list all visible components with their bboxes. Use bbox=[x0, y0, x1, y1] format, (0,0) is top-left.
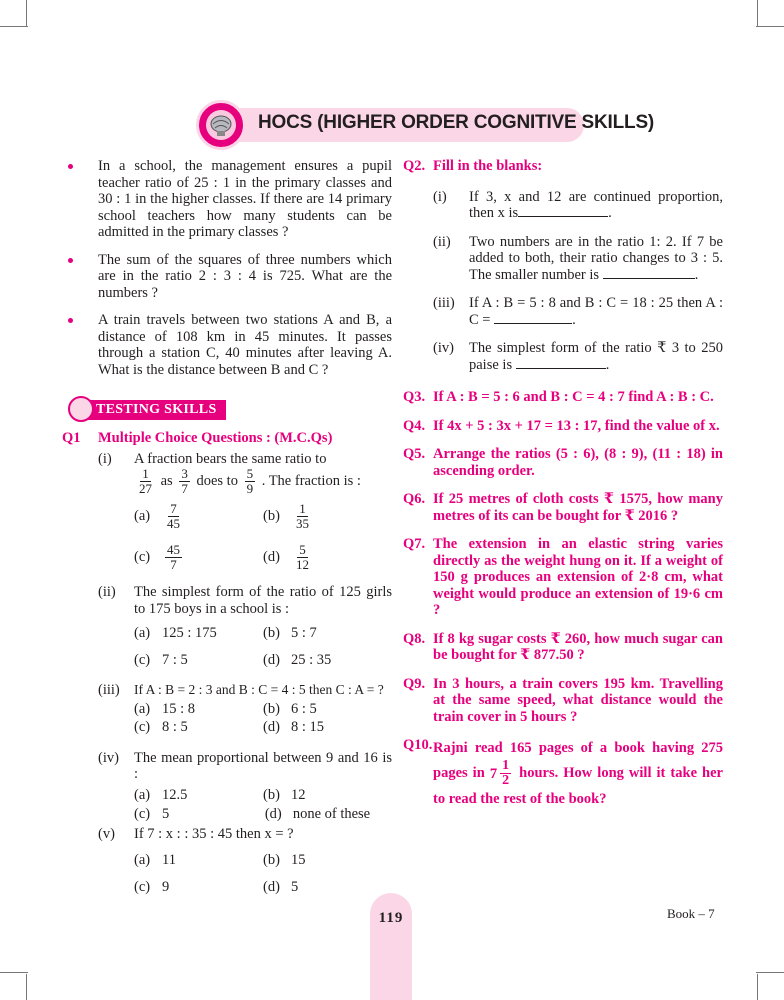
q2-heading bbox=[403, 158, 723, 175]
option-value: 5 bbox=[162, 806, 170, 822]
testing-label: TESTING SKILLS bbox=[96, 402, 217, 417]
sentence-end: . bbox=[572, 311, 576, 328]
fraction bbox=[500, 759, 511, 788]
q10-text-b: hours. How long will it take her to read the rest of the book? bbox=[433, 764, 723, 807]
fraction bbox=[165, 502, 182, 531]
question-text: A fraction bears the same ratio to bbox=[134, 450, 327, 467]
hocs-bullet-text: A train travels between two stations A and B, a distance of 108 km in 45 minutes. It passes through a station C, 40 minutes after leaving A. What is the distance between B and C ? bbox=[98, 312, 392, 378]
option-value: 8 : 5 bbox=[162, 719, 188, 735]
mcq-options bbox=[134, 852, 392, 895]
option-d[interactable] bbox=[265, 806, 392, 823]
mcq-item-iii bbox=[98, 682, 392, 699]
fraction bbox=[245, 467, 256, 496]
option-label: (b) bbox=[263, 700, 280, 717]
fill-blank-text bbox=[469, 234, 723, 284]
option-label: (c) bbox=[134, 878, 151, 895]
option-label: (d) bbox=[264, 806, 282, 822]
option-value: 15 bbox=[291, 852, 306, 868]
question-number: Q4. bbox=[403, 417, 426, 434]
option-label: (b) bbox=[263, 625, 280, 641]
question-text: as bbox=[160, 472, 173, 489]
page-number: 119 bbox=[378, 910, 404, 926]
question-text: If 8 kg sugar costs ₹ 260, how much sugar can be bought for ₹ 877.50 ? bbox=[433, 630, 723, 663]
crop-mark bbox=[757, 0, 758, 26]
sentence-end: . bbox=[608, 205, 612, 221]
question-q3 bbox=[403, 389, 723, 406]
testing-icon bbox=[68, 396, 94, 422]
mcq-item-i bbox=[98, 451, 392, 497]
mcq-question-text: The simplest form of the ratio of 125 girls to 175 boys in a school is : bbox=[134, 584, 392, 617]
option-a[interactable] bbox=[134, 502, 263, 531]
question-q5 bbox=[403, 446, 723, 479]
option-b[interactable] bbox=[263, 502, 392, 531]
option-d[interactable] bbox=[263, 543, 392, 572]
question-q6 bbox=[403, 491, 723, 524]
option-value: 5 bbox=[291, 878, 299, 895]
option-a[interactable] bbox=[134, 787, 263, 804]
roman-numeral: (iii) bbox=[433, 295, 455, 311]
option-row bbox=[134, 806, 392, 823]
fraction-denominator: 2 bbox=[502, 773, 510, 788]
mcq-options bbox=[134, 701, 392, 736]
roman-numeral: (i) bbox=[433, 188, 447, 205]
answer-blank[interactable] bbox=[603, 267, 695, 279]
answer-blank[interactable] bbox=[516, 357, 606, 369]
fraction-denominator: 9 bbox=[246, 481, 254, 496]
question-text: In 3 hours, a train covers 195 km. Travelling at the same speed, what distance would the train cover in 5 hours ? bbox=[433, 675, 723, 725]
option-label: (a) bbox=[134, 508, 151, 525]
fill-blank-text bbox=[469, 295, 723, 328]
option-a[interactable] bbox=[134, 625, 263, 642]
option-c[interactable] bbox=[134, 879, 263, 896]
option-value: 12 bbox=[291, 786, 306, 803]
fraction-denominator: 7 bbox=[170, 557, 177, 572]
answer-blank[interactable] bbox=[518, 205, 608, 217]
q1-heading bbox=[62, 430, 392, 447]
option-label: (d) bbox=[263, 651, 280, 668]
q1-title: Multiple Choice Questions : (M.C.Qs) bbox=[98, 430, 333, 446]
question-q8 bbox=[403, 631, 723, 664]
fraction-numerator: 5 bbox=[246, 466, 254, 481]
option-label: (d) bbox=[263, 719, 280, 735]
mcq-options bbox=[134, 787, 392, 823]
question-text: Arrange the ratios (5 : 6), (8 : 9), (11 : 18) in ascending order. bbox=[433, 446, 723, 479]
option-label: (a) bbox=[134, 786, 151, 803]
bullet-dot-icon bbox=[68, 318, 73, 323]
option-label: (b) bbox=[263, 852, 280, 868]
fraction bbox=[137, 467, 154, 496]
fill-blank-item bbox=[433, 234, 723, 284]
mcq-question-text: If 7 : x : : 35 : 45 then x = ? bbox=[134, 825, 294, 842]
option-value: 5 : 7 bbox=[291, 625, 317, 641]
option-label: (b) bbox=[263, 786, 280, 803]
hocs-bullet bbox=[62, 158, 392, 241]
option-c[interactable] bbox=[134, 652, 263, 669]
fraction-denominator: 35 bbox=[296, 516, 309, 531]
option-b[interactable] bbox=[263, 852, 392, 869]
question-q10 bbox=[403, 737, 723, 810]
crop-mark bbox=[756, 972, 784, 973]
bullet-dot-icon bbox=[68, 164, 73, 169]
hocs-bullet-text: The sum of the squares of three numbers which are in the ratio 2 : 3 : 4 is 725. What are the numbers ? bbox=[98, 251, 392, 301]
question-text: If A : B = 5 : 6 and B : C = 4 : 7 find A : B : C. bbox=[433, 389, 714, 405]
option-row bbox=[134, 652, 392, 669]
fill-blank-item bbox=[433, 295, 723, 328]
mcq-item-ii bbox=[98, 584, 392, 617]
mcq-question-text: If A : B = 2 : 3 and B : C = 4 : 5 then C : A = ? bbox=[134, 682, 384, 697]
option-value: 15 : 8 bbox=[162, 700, 196, 717]
fill-blank-item bbox=[433, 189, 723, 222]
fraction bbox=[294, 502, 311, 531]
right-column bbox=[403, 158, 723, 822]
fraction-numerator: 1 bbox=[502, 758, 510, 773]
option-b[interactable] bbox=[263, 701, 392, 718]
testing-skills-header bbox=[62, 396, 392, 424]
question-q4 bbox=[403, 418, 723, 435]
hocs-bullet bbox=[62, 312, 392, 378]
option-row bbox=[134, 787, 392, 804]
option-b[interactable] bbox=[263, 787, 392, 804]
question-text: If 25 metres of cloth costs ₹ 1575, how many metres of its can be bought for ₹ 2016 ? bbox=[433, 491, 723, 524]
mixed-whole: 7 bbox=[489, 765, 498, 782]
mixed-fraction bbox=[490, 759, 514, 788]
option-label: (b) bbox=[263, 508, 280, 525]
fill-blank-text bbox=[469, 340, 723, 373]
mcq-options bbox=[134, 625, 392, 668]
option-label: (c) bbox=[134, 549, 151, 566]
question-number: Q9. bbox=[403, 675, 426, 692]
sentence-end: . bbox=[694, 266, 699, 283]
option-value: 7 : 5 bbox=[162, 651, 188, 668]
fraction bbox=[179, 467, 190, 496]
crop-mark bbox=[26, 974, 27, 1000]
fraction-numerator: 7 bbox=[170, 501, 177, 516]
option-value: none of these bbox=[292, 806, 371, 822]
q10-text-a: Rajni read 165 pages of a book having 275 pages in bbox=[433, 740, 723, 781]
roman-numeral: (ii) bbox=[433, 233, 451, 250]
mcq-question-text: The mean proportional between 9 and 16 is : bbox=[134, 749, 392, 782]
roman-numeral: (iv) bbox=[433, 340, 454, 356]
mcq-item-v bbox=[98, 826, 392, 843]
mcq-options bbox=[134, 502, 392, 572]
fraction-numerator: 1 bbox=[142, 466, 149, 481]
sentence-end: . bbox=[605, 356, 610, 373]
fraction bbox=[294, 543, 311, 572]
option-row bbox=[134, 502, 392, 531]
option-c[interactable] bbox=[134, 806, 265, 823]
brain-icon bbox=[196, 100, 246, 150]
option-c[interactable] bbox=[134, 719, 263, 736]
fraction-numerator: 45 bbox=[167, 542, 180, 557]
fraction-denominator: 45 bbox=[167, 516, 180, 531]
question-q7 bbox=[403, 536, 723, 619]
option-label: (c) bbox=[134, 651, 151, 668]
fraction-numerator: 5 bbox=[299, 542, 306, 557]
question-number: Q3. bbox=[403, 389, 426, 405]
mcq-question-text bbox=[134, 451, 392, 497]
option-a[interactable] bbox=[134, 852, 263, 869]
option-label: (d) bbox=[263, 878, 280, 895]
question-number: Q8. bbox=[403, 630, 426, 647]
roman-numeral: (iii) bbox=[98, 682, 120, 698]
crop-mark bbox=[26, 0, 27, 26]
option-row bbox=[134, 543, 392, 572]
roman-numeral: (ii) bbox=[98, 584, 116, 600]
brain-icon-glyph bbox=[199, 103, 243, 147]
option-label: (a) bbox=[134, 700, 151, 717]
option-row bbox=[134, 719, 392, 736]
option-d[interactable] bbox=[263, 879, 392, 896]
fill-blank-sentence: Two numbers are in the ratio 1: 2. If 7 be added to both, their ratio changes to 3 : 5. The smaller number is bbox=[469, 233, 723, 283]
option-value: 6 : 5 bbox=[291, 700, 317, 717]
bullet-dot-icon bbox=[68, 258, 73, 263]
roman-numeral: (v) bbox=[98, 825, 115, 842]
fraction bbox=[165, 543, 182, 572]
fraction-denominator: 7 bbox=[181, 481, 188, 496]
crop-mark bbox=[756, 26, 784, 27]
mcq-item-iv bbox=[98, 750, 392, 783]
option-d[interactable] bbox=[263, 719, 392, 736]
crop-mark bbox=[757, 974, 758, 1000]
question-number: Q10. bbox=[403, 737, 433, 753]
hocs-bullet-text: In a school, the management ensures a pupil teacher ratio of 25 : 1 in the primary classes and 30 : 1 in the higher classes. If there are 14 primary school teachers how many students can be admitted in the primary classes ? bbox=[98, 158, 392, 240]
q1-number: Q1 bbox=[62, 430, 81, 446]
fraction-denominator: 12 bbox=[296, 557, 309, 572]
fill-blank-sentence: The simplest form of the ratio ₹ 3 to 250 paise is bbox=[469, 340, 723, 373]
option-value: 8 : 15 bbox=[291, 719, 325, 735]
answer-blank[interactable] bbox=[494, 312, 572, 324]
q2-title: Fill in the blanks: bbox=[433, 158, 543, 174]
q2-number: Q2. bbox=[403, 158, 426, 174]
fill-blank-text bbox=[469, 189, 723, 222]
option-label: (a) bbox=[134, 625, 151, 641]
question-q9 bbox=[403, 676, 723, 726]
option-d[interactable] bbox=[263, 652, 392, 669]
question-text: . The fraction is : bbox=[261, 472, 361, 489]
option-value: 25 : 35 bbox=[291, 651, 332, 668]
option-row bbox=[134, 625, 392, 642]
option-row bbox=[134, 879, 392, 896]
option-label: (d) bbox=[263, 549, 280, 566]
fraction-denominator: 27 bbox=[139, 481, 152, 496]
option-row bbox=[134, 701, 392, 718]
option-label: (c) bbox=[134, 719, 151, 735]
hocs-banner bbox=[190, 100, 655, 150]
fill-blank-sentence: If A : B = 5 : 8 and B : C = 18 : 25 then A : C = bbox=[469, 295, 723, 328]
question-text bbox=[433, 737, 723, 810]
option-row bbox=[134, 852, 392, 869]
option-c[interactable] bbox=[134, 543, 263, 572]
fill-blank-item bbox=[433, 340, 723, 373]
book-label: Book – 7 bbox=[667, 906, 715, 921]
fill-blank-sentence: If 3, x and 12 are continued proportion, then x is bbox=[469, 188, 723, 221]
hocs-bullet bbox=[62, 252, 392, 302]
question-number: Q5. bbox=[403, 446, 426, 462]
question-text: If 4x + 5 : 3x + 17 = 13 : 17, find the value of x. bbox=[433, 417, 720, 434]
option-value: 12.5 bbox=[162, 786, 188, 803]
roman-numeral: (iv) bbox=[98, 749, 119, 766]
option-b[interactable] bbox=[263, 625, 392, 642]
page-title: HOCS (HIGHER ORDER COGNITIVE SKILLS) bbox=[258, 112, 655, 133]
option-label: (a) bbox=[134, 852, 151, 868]
crop-mark bbox=[0, 26, 28, 27]
option-value: 9 bbox=[162, 878, 170, 895]
question-number: Q7. bbox=[403, 536, 426, 552]
question-number: Q6. bbox=[403, 491, 426, 507]
question-text: does to bbox=[196, 472, 238, 489]
option-value: 11 bbox=[162, 852, 176, 868]
question-text: The extension in an elastic string varies directly as the weight hung on it. If a weight of 150 g produces an extension of 2·8 cm, what weight would produce an extension of 19·6 cm ? bbox=[433, 536, 723, 618]
roman-numeral: (i) bbox=[98, 450, 112, 467]
left-column bbox=[62, 158, 392, 901]
option-label: (c) bbox=[134, 806, 151, 822]
option-a[interactable] bbox=[134, 701, 263, 718]
fraction-numerator: 3 bbox=[181, 466, 188, 481]
option-value: 125 : 175 bbox=[162, 625, 217, 641]
crop-mark bbox=[0, 972, 28, 973]
fraction-numerator: 1 bbox=[299, 501, 306, 516]
